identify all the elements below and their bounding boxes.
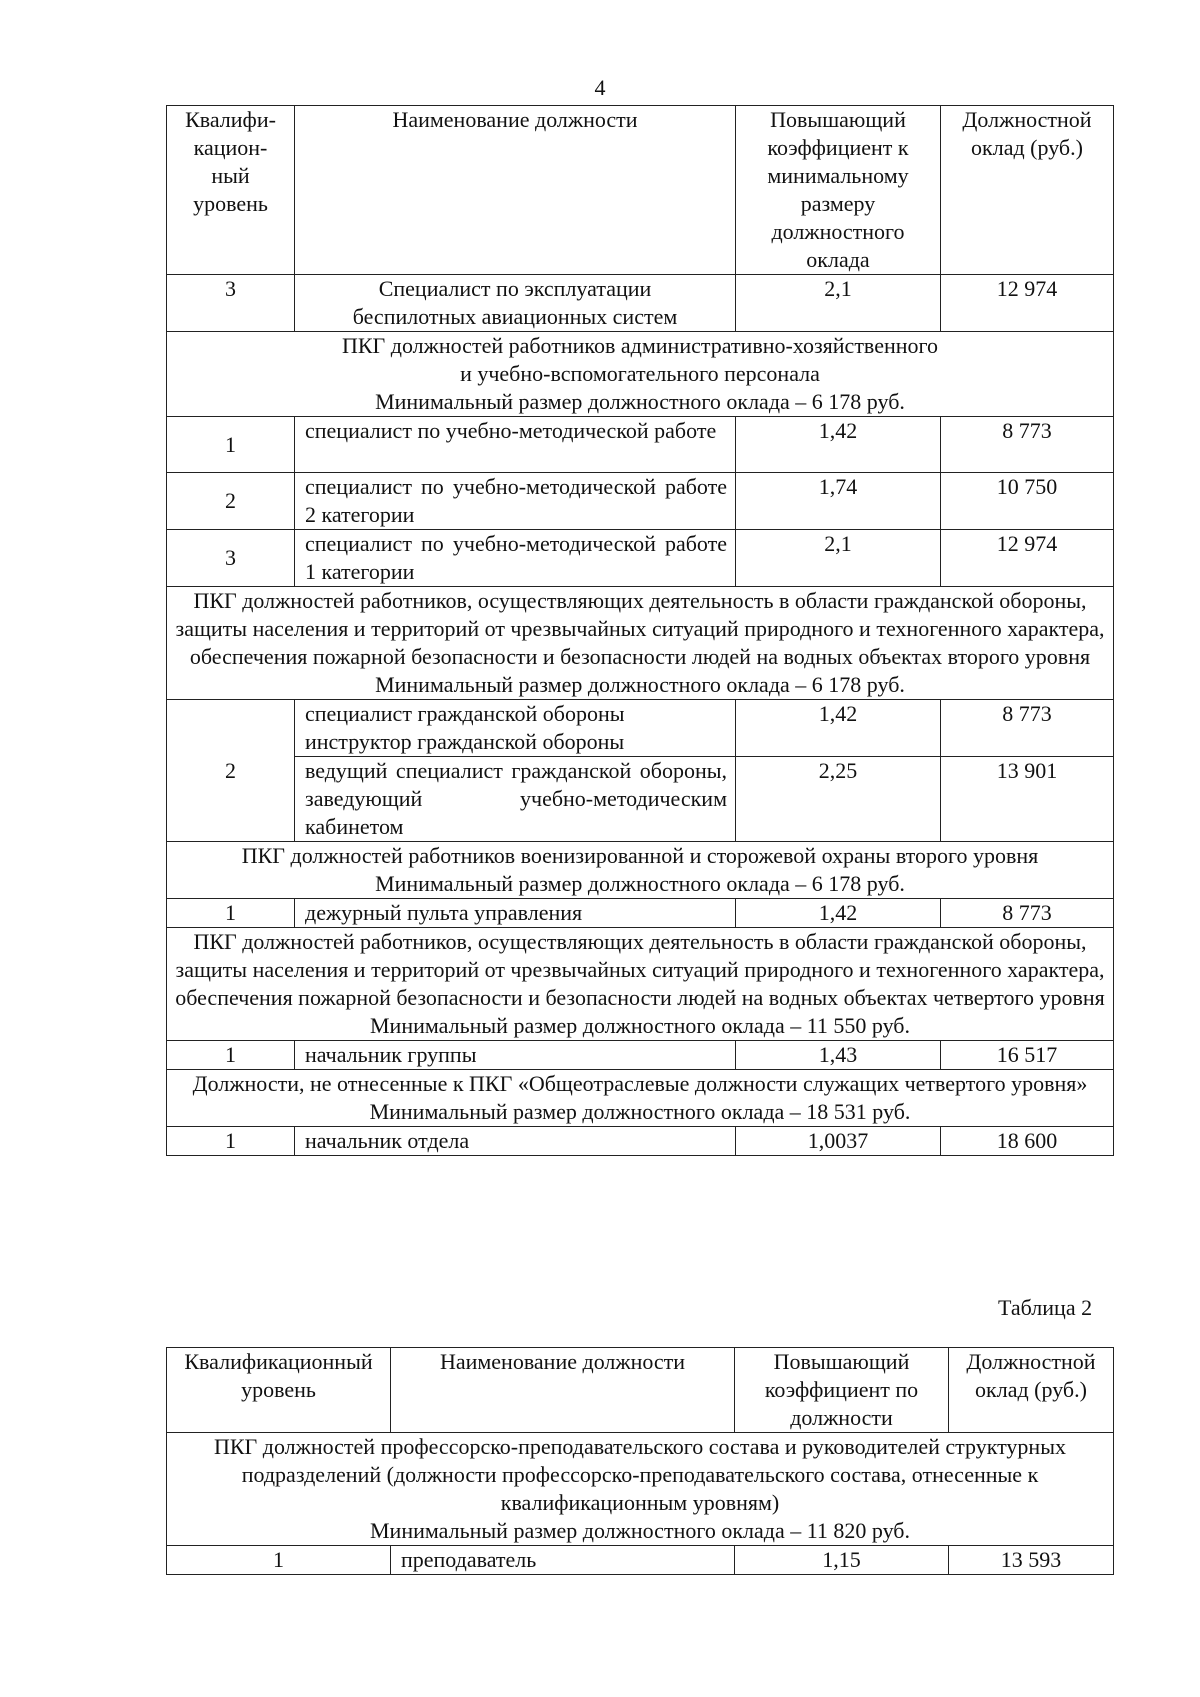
table-caption: Таблица 2 [998, 1295, 1093, 1320]
cell-position [295, 700, 736, 757]
cell-position: дежурный пульта управления [295, 899, 736, 928]
cell-salary: 13 901 [941, 757, 1114, 842]
group-title [167, 332, 1114, 417]
cell-salary: 18 600 [941, 1127, 1114, 1156]
position-line: Специалист по эксплуатации [378, 276, 652, 301]
table-row [167, 473, 1114, 530]
cell-coefficient: 1,0037 [736, 1127, 941, 1156]
table-row [167, 899, 1114, 928]
position-line: беспилотных авиационных систем [352, 304, 678, 329]
table-row [167, 1127, 1114, 1156]
cell-position: преподаватель [391, 1546, 735, 1575]
cell-position: начальник группы [295, 1041, 736, 1070]
group-header-row [167, 587, 1114, 700]
cell-coefficient: 1,42 [736, 417, 941, 473]
cell-coefficient: 2,1 [736, 275, 941, 332]
cell-level: 3 [167, 530, 295, 587]
salary-table-2 [166, 1347, 1114, 1575]
cell-salary: 12 974 [941, 530, 1114, 587]
table-row [167, 530, 1114, 587]
group-title-text: ПКГ должностей работников, осуществляющих деятельность в области гражданской обороны, защиты населения и территорий от чрезвычайных ситуаций природного и техногенного характера, обеспечения пожарной безопасности и безопасности людей на водных объектах второго уровня [175, 588, 1105, 669]
cell-coefficient: 2,25 [736, 757, 941, 842]
cell-level: 2 [167, 473, 295, 530]
header-position: Наименование должности [391, 1348, 735, 1433]
cell-salary: 12 974 [941, 275, 1114, 332]
cell-coefficient: 1,43 [736, 1041, 941, 1070]
cell-level: 3 [167, 275, 295, 332]
group-title [167, 1433, 1114, 1546]
cell-position: специалист по учебно-методической работе [295, 417, 736, 473]
header-coefficient: Повышающий коэффициент к минимальному размеру должностного оклада [736, 106, 941, 275]
page-number: 4 [594, 75, 606, 100]
cell-position: начальник отдела [295, 1127, 736, 1156]
cell-position [295, 275, 736, 332]
cell-salary: 8 773 [941, 700, 1114, 757]
cell-salary: 8 773 [941, 899, 1114, 928]
header-coefficient: Повышающий коэффициент по должности [735, 1348, 949, 1433]
cell-level: 1 [167, 1546, 391, 1575]
group-title-text: Должности, не отнесенные к ПКГ «Общеотраслевые должности служащих четвертого уровня» [192, 1071, 1088, 1096]
group-min-salary: Минимальный размер должностного оклада – 6 178 руб. [375, 871, 905, 896]
table-header-row [167, 106, 1114, 275]
group-title-text: ПКГ должностей работников военизированной и сторожевой охраны второго уровня [241, 843, 1039, 868]
group-header-row [167, 332, 1114, 417]
group-header-row [167, 842, 1114, 899]
cell-coefficient: 1,74 [736, 473, 941, 530]
group-min-salary: Минимальный размер должностного оклада – 11 820 руб. [370, 1518, 910, 1543]
group-header-row [167, 928, 1114, 1041]
cell-coefficient: 1,15 [735, 1546, 949, 1575]
cell-level: 1 [167, 417, 295, 473]
group-title-text: ПКГ должностей профессорско-преподавательского состава и руководителей структурных подразделений (должности профессорско-преподавательского состава, отнесенные к квалификационным уровням) [213, 1434, 1066, 1515]
position-line: специалист гражданской обороны [305, 701, 625, 726]
cell-position: специалист по учебно-методической работе 2 категории [295, 473, 736, 530]
header-salary: Должностной оклад (руб.) [949, 1348, 1114, 1433]
table-row [167, 1546, 1114, 1575]
group-title-line: ПКГ должностей работников административно-хозяйственного [342, 333, 938, 358]
group-title [167, 842, 1114, 899]
cell-salary: 8 773 [941, 417, 1114, 473]
group-title [167, 928, 1114, 1041]
table-row [167, 275, 1114, 332]
cell-level: 1 [167, 899, 295, 928]
header-position: Наименование должности [295, 106, 736, 275]
group-min-salary: Минимальный размер должностного оклада – 6 178 руб. [375, 389, 905, 414]
table-row [167, 1041, 1114, 1070]
group-title [167, 587, 1114, 700]
header-level: Квалификационный уровень [167, 1348, 391, 1433]
cell-level: 1 [167, 1127, 295, 1156]
cell-coefficient: 2,1 [736, 530, 941, 587]
cell-salary: 13 593 [949, 1546, 1114, 1575]
group-min-salary: Минимальный размер должностного оклада – 11 550 руб. [370, 1013, 910, 1038]
cell-salary: 10 750 [941, 473, 1114, 530]
table-header-row [167, 1348, 1114, 1433]
cell-level: 2 [167, 700, 295, 842]
cell-level: 1 [167, 1041, 295, 1070]
table-row [167, 757, 1114, 842]
group-min-salary: Минимальный размер должностного оклада – 18 531 руб. [369, 1099, 911, 1124]
table-row [167, 700, 1114, 757]
position-line: инструктор гражданской обороны [305, 729, 625, 754]
cell-coefficient: 1,42 [736, 700, 941, 757]
salary-table-1 [166, 105, 1114, 1156]
cell-salary: 16 517 [941, 1041, 1114, 1070]
header-salary: Должностной оклад (руб.) [941, 106, 1114, 275]
cell-position: специалист по учебно-методической работе 1 категории [295, 530, 736, 587]
cell-position: ведущий специалист гражданской обороны, заведующий учебно-методическим кабинетом [295, 757, 736, 842]
group-min-salary: Минимальный размер должностного оклада – 6 178 руб. [375, 672, 905, 697]
group-header-row [167, 1433, 1114, 1546]
cell-coefficient: 1,42 [736, 899, 941, 928]
group-title [167, 1070, 1114, 1127]
group-title-text: ПКГ должностей работников, осуществляющих деятельность в области гражданской обороны, защиты населения и территорий от чрезвычайных ситуаций природного и техногенного характера, обеспечения пожарной безопасности и безопасности людей на водных объектах четвертого уровня [175, 929, 1105, 1010]
group-title-line: и учебно-вспомогательного персонала [460, 361, 820, 386]
group-header-row [167, 1070, 1114, 1127]
header-level: Квалифи- кацион- ный уровень [167, 106, 295, 275]
table-row [167, 417, 1114, 473]
